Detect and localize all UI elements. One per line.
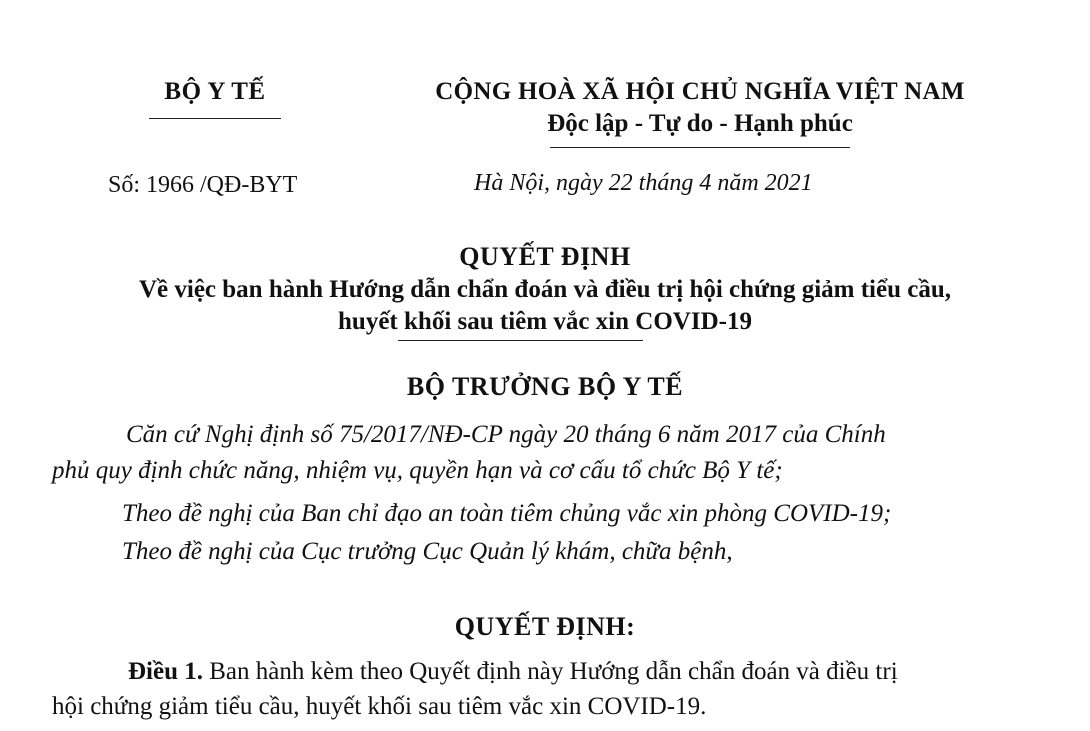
proposal-line-2: Theo đề nghị của Cục trưởng Cục Quản lý khám, chữa bệnh, bbox=[122, 538, 733, 565]
legal-basis-line-1: Căn cứ Nghị định số 75/2017/NĐ-CP ngày 20 tháng 6 năm 2017 của Chính bbox=[126, 421, 886, 448]
document-title bbox=[0, 240, 1090, 338]
decision-title: QUYẾT ĐỊNH bbox=[459, 242, 631, 271]
national-motto: Độc lập - Tự do - Hạnh phúc bbox=[547, 110, 853, 137]
title-underline bbox=[398, 340, 643, 341]
national-title-block bbox=[370, 78, 1030, 148]
legal-basis-line-2: phủ quy định chức năng, nhiệm vụ, quyền hạn và cơ cấu tổ chức Bộ Y tế; bbox=[52, 457, 783, 484]
ministry-name: BỘ Y TẾ bbox=[164, 78, 266, 105]
republic-name: CỘNG HOÀ XÃ HỘI CHỦ NGHĨA VIỆT NAM bbox=[435, 78, 965, 105]
proposal-line-1: Theo đề nghị của Ban chỉ đạo an toàn tiêm chủng vắc xin phòng COVID-19; bbox=[122, 500, 892, 527]
article-1-label: Điều 1. bbox=[128, 658, 203, 685]
article-1-line-2: hội chứng giảm tiểu cầu, huyết khối sau tiêm vắc xin COVID-19. bbox=[52, 693, 707, 720]
place-and-date: Hà Nội, ngày 22 tháng 4 năm 2021 bbox=[474, 170, 813, 196]
decision-heading: QUYẾT ĐỊNH: bbox=[454, 612, 636, 641]
issuing-authority-block bbox=[110, 78, 320, 119]
article-1-line-1 bbox=[128, 658, 898, 686]
authority-divider bbox=[149, 118, 281, 119]
subject-line-1: Về việc ban hành Hướng dẫn chẩn đoán và điều trị hội chứng giảm tiểu cầu, bbox=[138, 276, 952, 303]
minister-heading: BỘ TRƯỞNG BỘ Y TẾ bbox=[406, 372, 684, 401]
article-1-text-1: Ban hành kèm theo Quyết định này Hướng dẫn chẩn đoán và điều trị bbox=[203, 658, 898, 685]
motto-divider bbox=[550, 147, 850, 148]
subject-line-2: huyết khối sau tiêm vắc xin COVID-19 bbox=[338, 308, 752, 335]
document-number: Số: 1966 /QĐ-BYT bbox=[108, 172, 298, 198]
